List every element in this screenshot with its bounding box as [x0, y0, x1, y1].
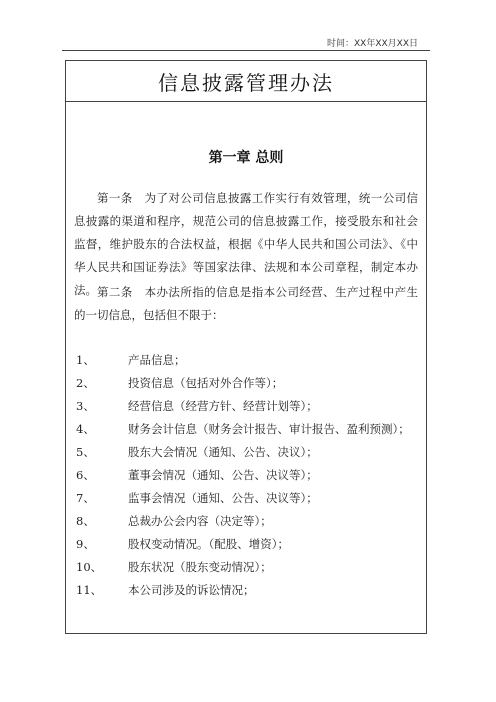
document-title: 信息披露管理办法: [158, 70, 334, 95]
list-item: [76, 441, 418, 464]
list-item: [76, 487, 418, 510]
list-item-number: 9、: [76, 537, 95, 551]
list-item: [76, 533, 418, 556]
list-item-text: 产品信息；: [128, 353, 186, 367]
chapter-heading: 第一章 总则: [208, 150, 284, 166]
list-item-number: 4、: [76, 422, 95, 436]
article-1: 第一条 为了对公司信息披露工作实行有效管理，统一公司信息披露的渠道和程序，规范公司的信息披露工作，接受股东和社会监督，维护股东的合法权益，根据《中华人民共和国公司法》、《中华人民共和国证券法》等国家法律、法规和本公司章程，制定本办法。: [74, 191, 418, 297]
list-item-number: 1、: [76, 353, 95, 367]
info-list: [76, 349, 418, 602]
list-item-number: 6、: [76, 468, 95, 482]
list-item-number: 11、: [76, 583, 103, 597]
list-item: [76, 418, 418, 441]
list-item-text: 总裁办公会内容（决定等）；: [128, 514, 272, 528]
list-item-number: 5、: [76, 445, 95, 459]
list-item-number: 10、: [76, 560, 103, 574]
list-item: [76, 464, 418, 487]
list-item-text: 股东大会情况（通知、公告、决议）；: [128, 445, 318, 459]
list-item-text: 股东状况（股东变动情况）；: [128, 560, 272, 574]
list-item-text: 本公司涉及的诉讼情况；: [128, 583, 255, 597]
list-item: [76, 395, 418, 418]
list-item-text: 投资信息（包括对外合作等）；: [128, 376, 284, 390]
list-item: [76, 510, 418, 533]
list-item-number: 2、: [76, 376, 95, 390]
list-item-text: 监事会情况（通知、公告、决议等）；: [128, 491, 318, 505]
list-item-text: 财务会计信息（财务会计报告、审计报告、盈利预测）；: [128, 422, 410, 436]
article-2: 第二条 本办法所指的信息是指本公司经营、生产过程中产生的一切信息，包括但不限于：: [74, 285, 418, 322]
list-item-text: 经营信息（经营方针、经营计划等）；: [128, 399, 318, 413]
header-date: 时间：XX年XX月XX日: [327, 39, 418, 49]
title-row: [66, 61, 426, 102]
list-item: [76, 579, 418, 602]
list-item-number: 8、: [76, 514, 95, 528]
list-item-number: 3、: [76, 399, 95, 413]
list-item-text: 董事会情况（通知、公告、决议等）；: [128, 468, 318, 482]
list-item-text: 股权变动情况。（配股、增资）；: [128, 537, 289, 551]
list-item: [76, 372, 418, 395]
list-item: [76, 349, 418, 372]
list-item: [76, 556, 418, 579]
header-rule: [62, 50, 430, 51]
document-frame: [65, 60, 427, 634]
list-item-number: 7、: [76, 491, 95, 505]
